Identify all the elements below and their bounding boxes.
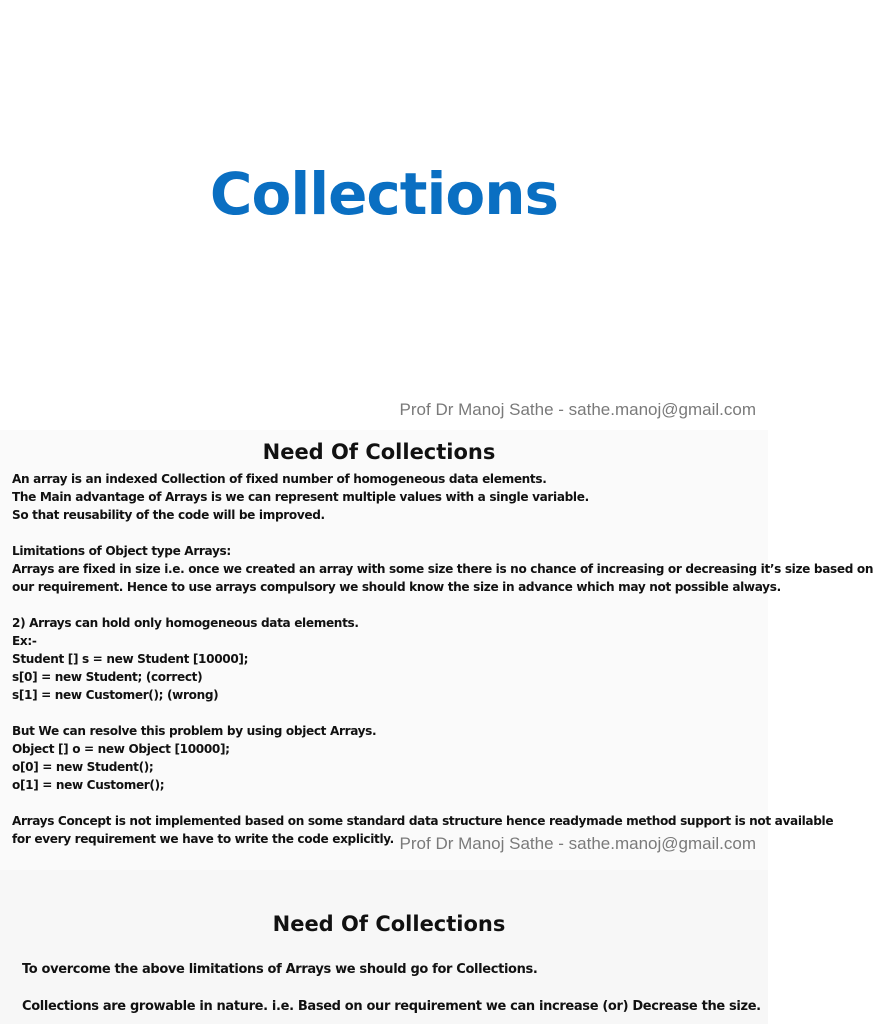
slide-heading: Need Of Collections <box>272 912 506 936</box>
blank-line <box>12 596 762 614</box>
slide-heading: Need Of Collections <box>262 440 496 464</box>
body-line: The Main advantage of Arrays is we can represent multiple values with a single variable. <box>12 490 589 504</box>
blank-line <box>22 980 762 997</box>
code-line: Object [] o = new Object [10000]; <box>12 742 230 756</box>
blank-line <box>12 524 762 542</box>
author-credit: Prof Dr Manoj Sathe - sathe.manoj@gmail.com <box>399 400 756 419</box>
blank-line <box>12 704 762 722</box>
slide-title: Collections <box>209 160 559 228</box>
code-line: o[1] = new Customer(); <box>12 778 165 792</box>
slide-body <box>12 470 873 848</box>
body-line: for every requirement we have to write the code explicitly. <box>12 832 394 846</box>
code-line: s[0] = new Student; (correct) <box>12 670 203 684</box>
code-line: o[0] = new Student(); <box>12 760 154 774</box>
body-line: To overcome the above limitations of Arrays we should go for Collections. <box>22 962 538 977</box>
body-line: Ex:- <box>12 634 37 648</box>
body-line: An array is an indexed Collection of fixed number of homogeneous data elements. <box>12 472 547 486</box>
author-credit: Prof Dr Manoj Sathe - sathe.manoj@gmail.com <box>399 834 756 853</box>
body-line: So that reusability of the code will be improved. <box>12 508 325 522</box>
code-line: Student [] s = new Student [10000]; <box>12 652 249 666</box>
slide-body <box>22 960 762 1017</box>
code-line: s[1] = new Customer(); (wrong) <box>12 688 219 702</box>
body-line: Arrays are fixed in size i.e. once we created an array with some size there is no chance of increasing or decreasing it’s size based on <box>12 562 873 576</box>
body-line: 2) Arrays can hold only homogeneous data elements. <box>12 616 359 630</box>
body-line: But We can resolve this problem by using object Arrays. <box>12 724 377 738</box>
body-line: Collections are growable in nature. i.e. Based on our requirement we can increase (or) Decrease the size. <box>22 999 761 1014</box>
need-of-collections-slide-2 <box>0 870 768 1024</box>
blank-line <box>12 794 762 812</box>
body-line: Limitations of Object type Arrays: <box>12 544 231 558</box>
title-slide <box>0 0 768 430</box>
body-line: Arrays Concept is not implemented based on some standard data structure hence readymade method support is not available <box>12 814 834 828</box>
body-line: our requirement. Hence to use arrays compulsory we should know the size in advance which may not possible always. <box>12 580 781 594</box>
need-of-collections-slide <box>0 430 873 870</box>
